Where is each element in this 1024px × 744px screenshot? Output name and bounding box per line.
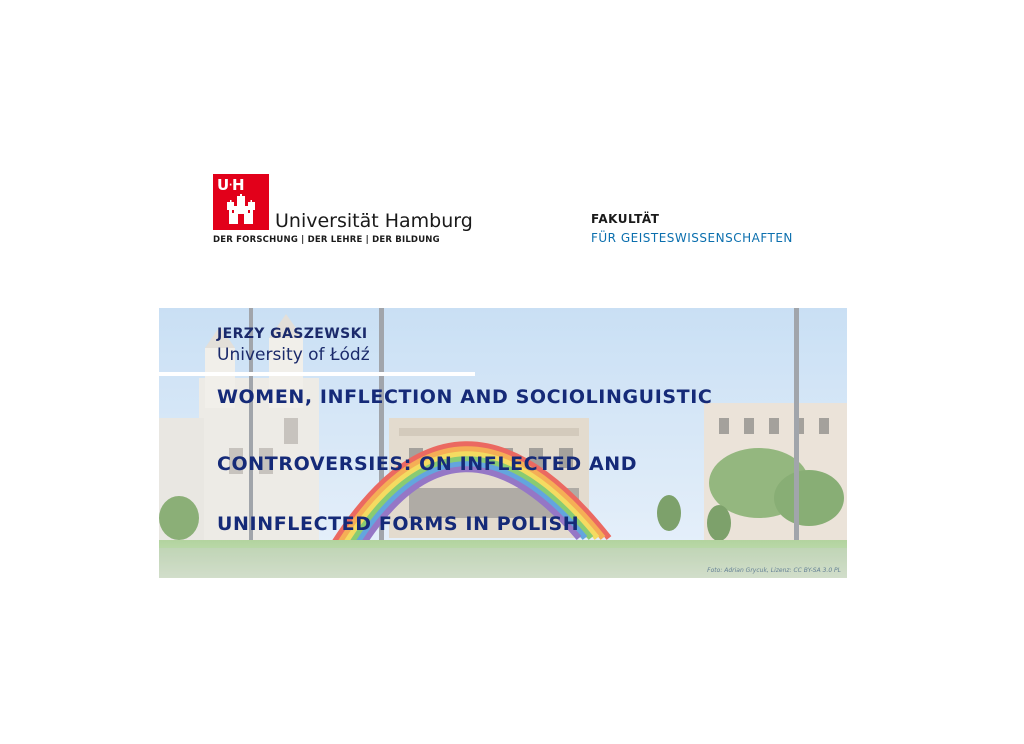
university-name: Universität Hamburg xyxy=(275,210,473,232)
title-line-2: CONTROVERSIES: ON INFLECTED AND xyxy=(217,453,638,475)
title-line-3: UNINFLECTED FORMS IN POLISH xyxy=(217,513,580,535)
divider xyxy=(159,372,475,376)
faculty-name: FÜR GEISTESWISSENSCHAFTEN xyxy=(591,231,793,245)
uhh-wordmark: U·H xyxy=(217,176,244,194)
uhh-logo xyxy=(213,174,269,230)
title-banner xyxy=(159,308,847,578)
university-motto: DER FORSCHUNG | DER LEHRE | DER BILDUNG xyxy=(213,235,440,245)
title-line-1: WOMEN, INFLECTION AND SOCIOLINGUISTIC xyxy=(217,386,713,408)
photo-credit: Foto: Adrian Grycuk, Lizenz: CC BY-SA 3.0 PL xyxy=(707,567,841,574)
author-name: JERZY GASZEWSKI xyxy=(217,326,368,342)
castle-icon xyxy=(227,194,255,226)
faculty-label: FAKULTÄT xyxy=(591,212,660,226)
author-affiliation: University of Łódź xyxy=(217,345,370,365)
